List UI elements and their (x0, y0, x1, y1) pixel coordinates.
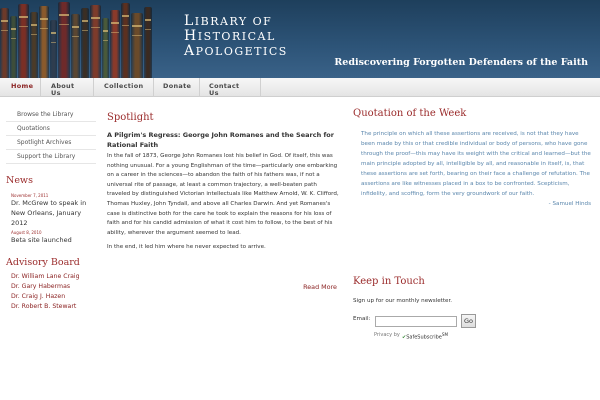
advisory-member-link[interactable]: Dr. Robert B. Stewart (11, 303, 77, 310)
book-spine-icon (110, 10, 120, 78)
nav-donate[interactable]: Donate (163, 82, 192, 90)
email-label: Email: (353, 316, 371, 322)
advisory-member-link[interactable]: Dr. Gary Habermas (11, 283, 71, 290)
site-tagline: Rediscovering Forgotten Defenders of the Faith (334, 57, 588, 68)
quotation-author: - Samuel Hinds (548, 201, 591, 207)
logo-line-2: HISTORICAL (184, 28, 276, 44)
book-spine-icon (50, 20, 57, 78)
book-spine-icon (81, 8, 89, 78)
quotation-heading: Quotation of the Week (353, 108, 467, 119)
book-spine-icon (131, 13, 143, 78)
advisory-heading: Advisory Board (6, 257, 80, 268)
sidebar-item-spotlight-archives[interactable]: Spotlight Archives (6, 136, 96, 150)
spotlight-heading: Spotlight (107, 112, 154, 123)
site-header (0, 0, 600, 78)
keep-in-touch-heading: Keep in Touch (353, 276, 425, 287)
newsletter-signup-text: Sign up for our monthly newsletter. (353, 298, 453, 304)
book-spine-icon (58, 2, 70, 78)
news-list (11, 191, 96, 245)
sidebar-menu (6, 108, 96, 164)
book-spine-icon (144, 7, 152, 78)
main-nav (0, 78, 600, 97)
safesubscribe-logo[interactable]: ✔SafeSubscribe℠ (402, 332, 449, 341)
book-spine-icon (102, 18, 109, 78)
book-spine-icon (10, 16, 17, 78)
nav-home[interactable]: Home (11, 82, 34, 90)
sidebar-item-browse-library[interactable]: Browse the Library (6, 108, 96, 122)
bookshelf-banner-image (0, 0, 175, 78)
go-button[interactable]: Go (461, 314, 476, 328)
article-paragraph: In the end, it led him where he never expected to arrive. (107, 244, 266, 251)
advisory-list (11, 272, 80, 312)
news-heading: News (6, 175, 33, 186)
quotation-text: The principle on which all these assertions are received, is not that they have been made by this or that credible individual or body of persons, who have gone through the proof—this may have its weight with the critical and learned—but the main principle adopted by all, intelligible by all, and reasonable in itself, is, that these assertions are set forth, bearing on their face a challenge of refutation. The assertions are like witnesses placed in a box to be confronted. Scepticism, infidelity, and scoffing, form the very groundwork of our faith. (361, 131, 591, 197)
logo-line-1: LIBRARY OF (184, 13, 273, 29)
book-spine-icon (0, 8, 9, 78)
book-spine-icon (30, 12, 38, 78)
news-item[interactable]: Dr. McGrew to speak in New Orleans, January 2012 (11, 199, 87, 227)
email-input[interactable] (375, 316, 457, 327)
book-spine-icon (71, 14, 80, 78)
logo-line-3: APOLOGETICS (184, 43, 288, 59)
nav-collection[interactable]: Collection (104, 82, 144, 90)
article-body (107, 152, 339, 253)
news-date: November 7, 2011 (11, 193, 49, 198)
news-date: August 8, 2010 (11, 230, 42, 235)
article-paragraph: In the fall of 1873, George John Romanes lost his belief in God. Of itself, this was nothing unusual. For a young Englishman of the time—particularly one embarking on a career in the sciences—to abandon the faith of his fathers was, if not a universal rite of passage, at least a common trajectory, a well-beaten path traveled by distinguished Victorian intellectuals like Matthew Arnold, W. K. Clifford, Thomas Huxley, John Tyndall, and above all Charles Darwin. And yet Romanes's case is distinctive both for the care he took to explain the reasons for his loss of faith and for his candid admission of what it cost him to follow, to the best of his ability, wherever the argument seemed to lead. (107, 153, 339, 236)
quotation-section (353, 108, 591, 207)
nav-contact-us[interactable]: Contact Us (209, 82, 240, 97)
spotlight-section (107, 112, 339, 291)
article-title[interactable]: A Pilgrim's Regress: George John Romanes and the Search for Rational Faith (107, 131, 334, 149)
book-spine-icon (39, 6, 49, 78)
check-icon: ✔ (402, 334, 407, 341)
nav-about-us[interactable]: About Us (51, 82, 75, 97)
sidebar-item-quotations[interactable]: Quotations (6, 122, 96, 136)
book-spine-icon (18, 4, 29, 78)
read-more-link[interactable]: Read More (303, 283, 337, 291)
advisory-member-link[interactable]: Dr. William Lane Craig (11, 273, 80, 280)
sidebar-item-support-library[interactable]: Support the Library (6, 150, 96, 164)
privacy-text: Privacy by (374, 332, 400, 338)
book-spine-icon (90, 5, 101, 78)
advisory-member-link[interactable]: Dr. Craig J. Hazen (11, 293, 66, 300)
site-logo[interactable] (184, 14, 288, 59)
news-item[interactable]: Beta site launched (11, 236, 72, 244)
book-spine-icon (121, 3, 130, 78)
